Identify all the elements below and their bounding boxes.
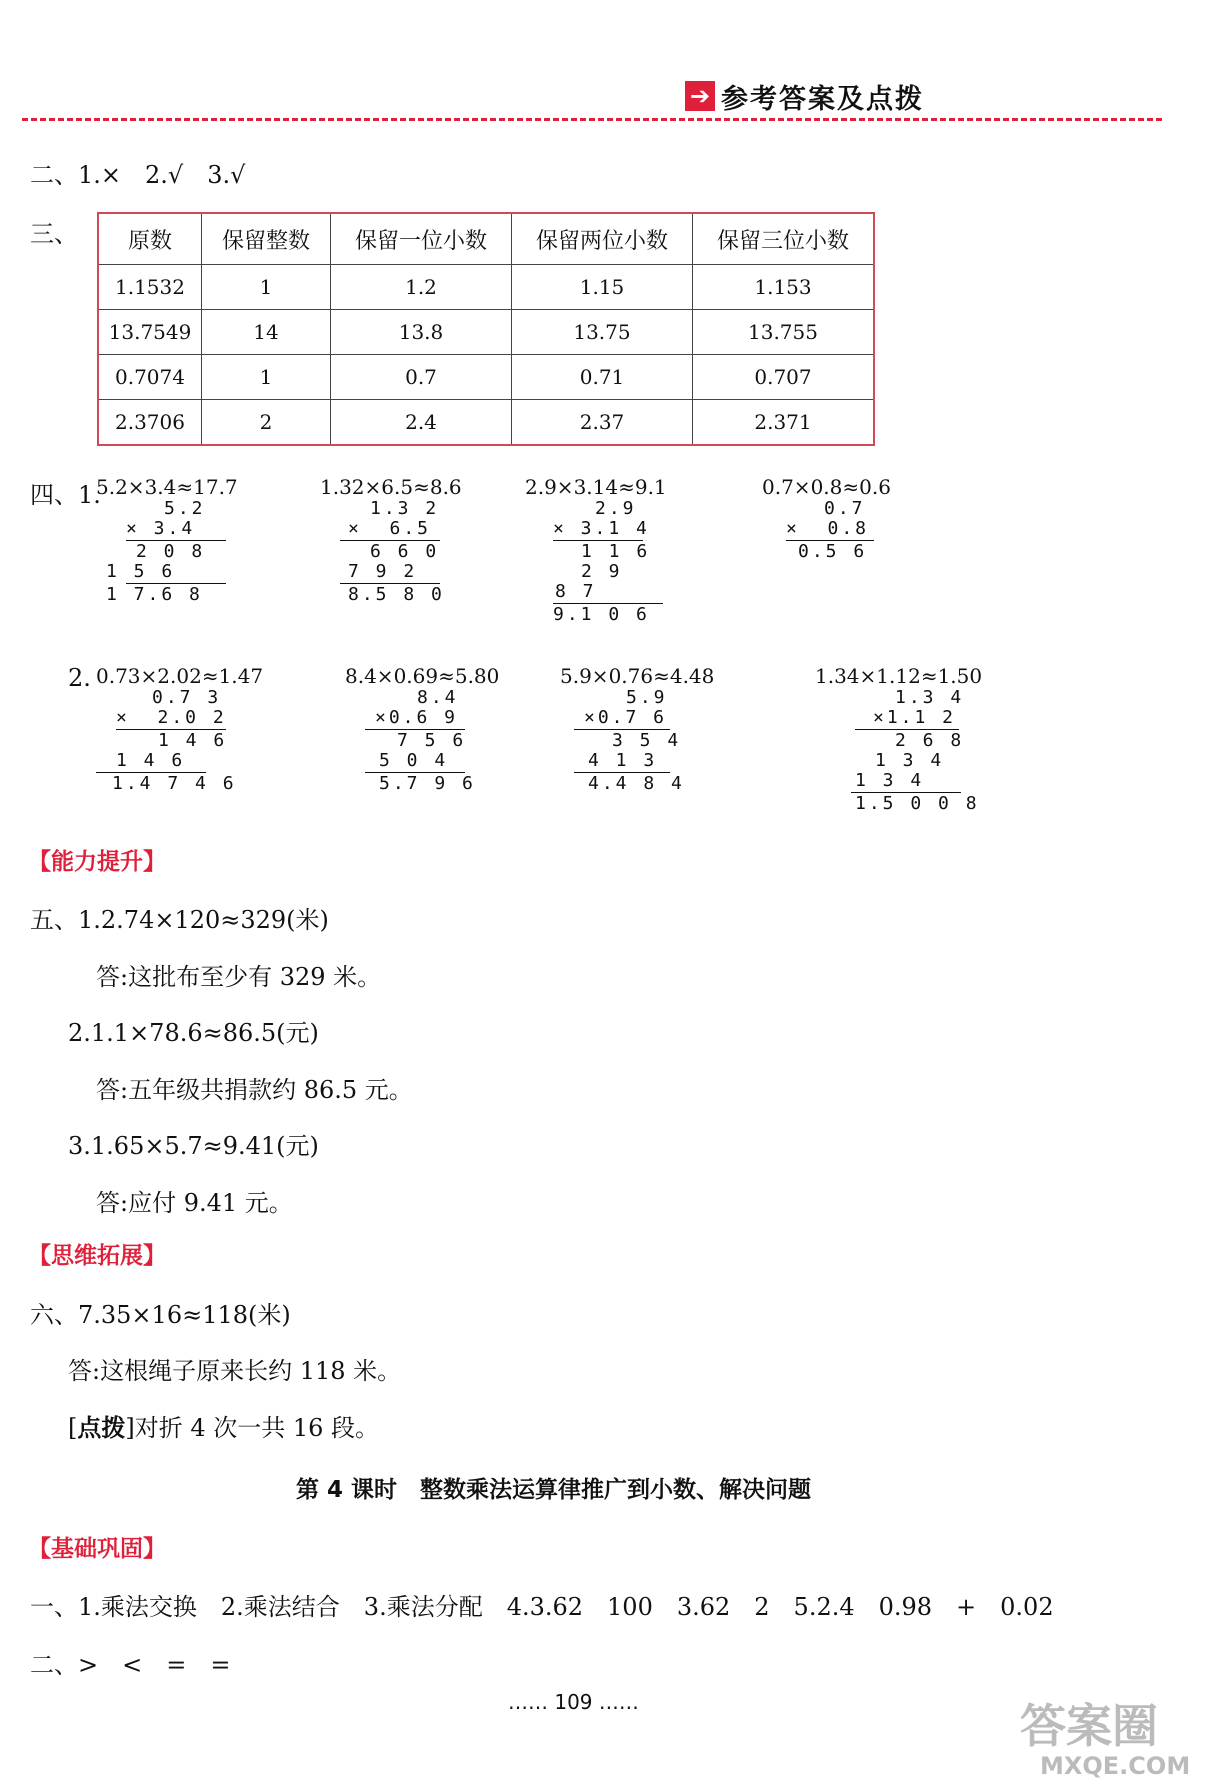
watermark-url: MXQE.COM <box>1040 1752 1191 1780</box>
calc-equation: 0.7×0.8≈0.6 <box>762 475 891 499</box>
calc-line: 1.5 0 0 8 <box>855 793 980 814</box>
vertical-calc <box>345 664 499 794</box>
calc-line: 7 9 2 <box>348 561 418 582</box>
table-header-cell: 保留一位小数 <box>331 213 512 265</box>
table-cell: 13.75 <box>512 310 693 355</box>
table-row <box>98 355 874 400</box>
calc-line: 2 0 8 <box>136 541 206 562</box>
hint-text: ]对折 4 次一共 16 段。 <box>125 1414 380 1442</box>
table-row <box>98 310 874 355</box>
watermark-logo: 答案圈 <box>1020 1699 1158 1753</box>
section-4-2-label: 2. <box>68 664 91 692</box>
table-cell: 1.1532 <box>98 265 202 310</box>
calc-line: 5.9 <box>626 687 668 708</box>
calc-line: 5.2 <box>164 498 206 519</box>
hint-line <box>68 1408 379 1443</box>
calc-line: 1.3 2 <box>370 498 440 519</box>
calc-equation: 5.2×3.4≈17.7 <box>96 475 238 499</box>
calc-line: 0.7 <box>824 498 866 519</box>
table-header-cell: 原数 <box>98 213 202 265</box>
table-cell: 2.37 <box>512 400 693 446</box>
section-4-label: 四、1. <box>30 481 101 509</box>
table-cell: 2 <box>202 400 331 446</box>
calc-line: 3 5 4 <box>612 730 682 751</box>
calc-line: × 3.1 4 <box>553 518 650 539</box>
vertical-calc <box>320 475 462 605</box>
calc-line: 1 4 6 <box>158 730 228 751</box>
table-cell: 0.71 <box>512 355 693 400</box>
table-cell: 13.8 <box>331 310 512 355</box>
calc-line: 1 1 6 <box>581 541 651 562</box>
calc-line: 4.4 8 4 <box>588 773 685 794</box>
table-cell: 0.707 <box>693 355 875 400</box>
calc-line: 5.7 9 6 <box>379 773 476 794</box>
calc-line: 5 0 4 <box>379 750 449 771</box>
hint-bracket-open: [ <box>68 1414 78 1442</box>
calc-line: 2 9 <box>581 561 623 582</box>
table-cell: 1 <box>202 355 331 400</box>
lesson-title: 第 4 课时 整数乘法运算律推广到小数、解决问题 <box>296 1477 812 1503</box>
vertical-calc <box>762 475 891 562</box>
section-2-answers: 二、1.× 2.√ 3.√ <box>30 161 246 189</box>
vertical-calc <box>815 664 982 814</box>
page-number: …… 109 …… <box>508 1690 639 1714</box>
answer-line: 3.1.65×5.7≈9.41(元) <box>68 1132 319 1160</box>
answer-line: 答:应付 9.41 元。 <box>96 1189 293 1217</box>
calc-equation: 2.9×3.14≈9.1 <box>525 475 667 499</box>
basic-section-tag: 【基础巩固】 <box>28 1536 166 1562</box>
calc-line: 1.3 4 <box>895 687 965 708</box>
table-cell: 1.2 <box>331 265 512 310</box>
answer-line: 五、1.2.74×120≈329(米) <box>30 906 329 934</box>
table-cell: 0.7074 <box>98 355 202 400</box>
calc-equation: 0.73×2.02≈1.47 <box>96 664 264 688</box>
rounding-table <box>97 212 875 446</box>
calc-line: 1 5 6 <box>106 561 176 582</box>
arrow-right-icon: ➔ <box>685 81 715 111</box>
calc-equation: 5.9×0.76≈4.48 <box>560 664 715 688</box>
calc-line: 2.9 <box>595 498 637 519</box>
calc-line: 4 1 3 <box>588 750 658 771</box>
hint-label: 点拨 <box>77 1414 126 1442</box>
calc-line: 1 3 4 <box>875 750 945 771</box>
calc-line: 8 7 <box>555 581 597 602</box>
table-cell: 2.3706 <box>98 400 202 446</box>
calc-line: 7 5 6 <box>397 730 467 751</box>
calc-line: × 6.5 <box>348 518 432 539</box>
table-cell: 2.371 <box>693 400 875 446</box>
calc-line: 9.1 0 6 <box>553 604 650 625</box>
answer-line: 答:这批布至少有 329 米。 <box>96 963 382 991</box>
table-cell: 1.153 <box>693 265 875 310</box>
table-cell: 1.15 <box>512 265 693 310</box>
ability-section-tag: 【能力提升】 <box>28 849 166 875</box>
calc-line: ×0.7 6 <box>584 707 668 728</box>
calc-equation: 8.4×0.69≈5.80 <box>345 664 500 688</box>
table-cell: 2.4 <box>331 400 512 446</box>
table-cell: 0.7 <box>331 355 512 400</box>
answer-line: 六、7.35×16≈118(米) <box>30 1301 291 1329</box>
answer-line: 答:这根绳子原来长约 118 米。 <box>68 1357 402 1385</box>
calc-line: 1 3 4 <box>855 770 925 791</box>
calc-line: 8.5 8 0 <box>348 584 445 605</box>
table-header-cell: 保留整数 <box>202 213 331 265</box>
answer-line: 二、> < = = <box>30 1651 231 1679</box>
calc-line: 2 6 8 <box>895 730 965 751</box>
calc-line: ×0.6 9 <box>375 707 459 728</box>
calc-line: 0.5 6 <box>798 541 868 562</box>
page-header <box>685 78 924 114</box>
vertical-calc <box>96 475 238 605</box>
section-3-label: 三、 <box>30 220 78 248</box>
calc-equation: 1.32×6.5≈8.6 <box>320 475 462 499</box>
vertical-calc <box>96 664 263 794</box>
calc-equation: 1.34×1.12≈1.50 <box>815 664 983 688</box>
calc-line: 1 4 6 <box>116 750 186 771</box>
table-cell: 13.755 <box>693 310 875 355</box>
answer-line: 2.1.1×78.6≈86.5(元) <box>68 1019 319 1047</box>
calc-line: 0.7 3 <box>152 687 222 708</box>
thinking-section-tag: 【思维拓展】 <box>28 1243 166 1269</box>
calc-line: 8.4 <box>417 687 459 708</box>
table-row <box>98 400 874 446</box>
calc-line: 6 6 0 <box>370 541 440 562</box>
table-cell: 1 <box>202 265 331 310</box>
table-header-cell: 保留两位小数 <box>512 213 693 265</box>
table-row <box>98 265 874 310</box>
answer-line: 答:五年级共捐款约 86.5 元。 <box>96 1076 413 1104</box>
table-header-row <box>98 213 874 265</box>
answer-line: 一、1.乘法交换 2.乘法结合 3.乘法分配 4.3.62 100 3.62 2 5.2.4 0.98 + 0.02 <box>30 1593 1054 1621</box>
table-cell: 14 <box>202 310 331 355</box>
table-cell: 13.7549 <box>98 310 202 355</box>
vertical-calc <box>560 664 714 794</box>
vertical-calc <box>525 475 667 625</box>
calc-line: × 0.8 <box>786 518 870 539</box>
table-header-cell: 保留三位小数 <box>693 213 875 265</box>
header-title: 参考答案及点拨 <box>721 83 924 115</box>
calc-line: 1 7.6 8 <box>106 584 203 605</box>
header-divider <box>22 118 1162 121</box>
calc-line: × 3.4 <box>126 518 196 539</box>
calc-line: × 2.0 2 <box>116 707 227 728</box>
calc-line: ×1.1 2 <box>873 707 957 728</box>
calc-line: 1.4 7 4 6 <box>112 773 237 794</box>
